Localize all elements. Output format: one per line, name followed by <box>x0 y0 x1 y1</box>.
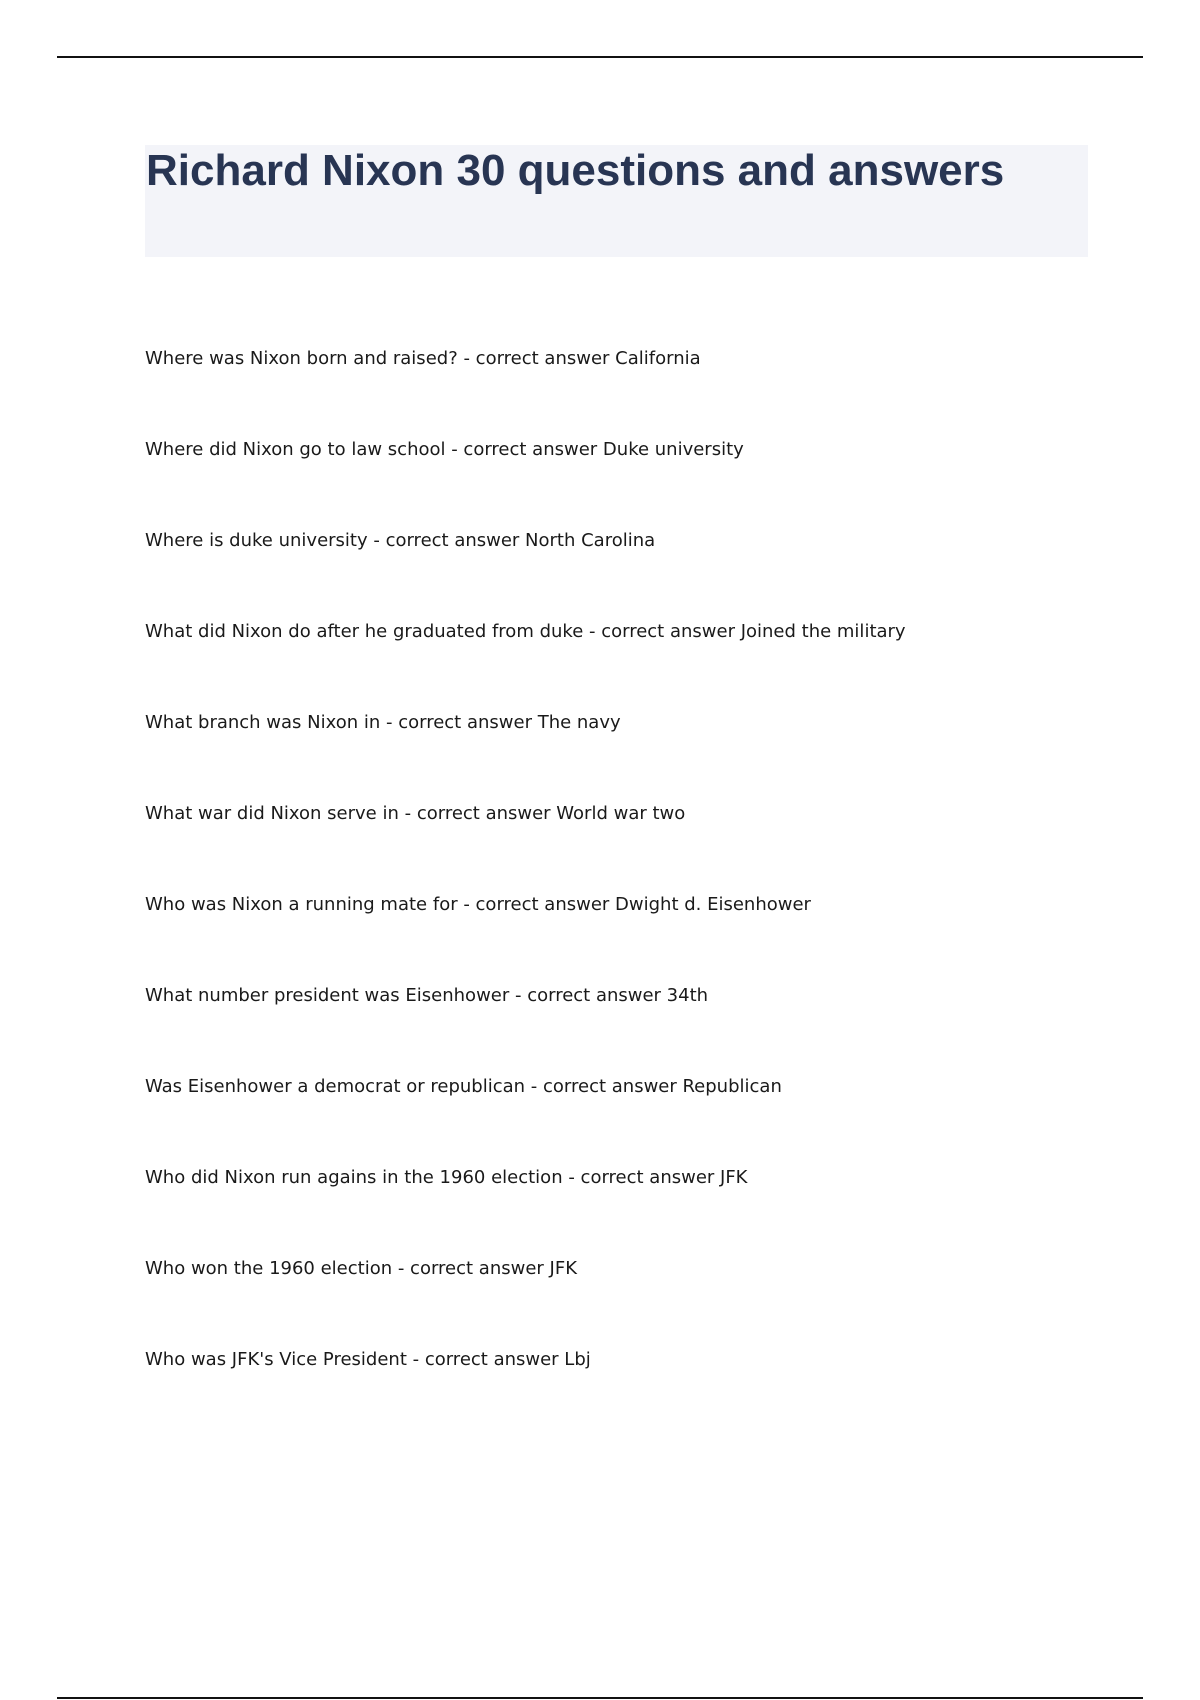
qa-item: Where is duke university - correct answer North Carolina <box>145 530 656 551</box>
qa-item: What branch was Nixon in - correct answer The navy <box>145 712 621 733</box>
qa-list <box>145 346 1085 1438</box>
qa-item: Who was JFK's Vice President - correct answer Lbj <box>145 1349 591 1370</box>
qa-item: What number president was Eisenhower - correct answer 34th <box>145 985 709 1006</box>
top-divider <box>57 56 1143 58</box>
qa-item: Who did Nixon run agains in the 1960 election - correct answer JFK <box>145 1167 748 1188</box>
qa-item: Where was Nixon born and raised? - correct answer California <box>145 348 701 369</box>
qa-item: What war did Nixon serve in - correct answer World war two <box>145 803 686 824</box>
bottom-divider <box>57 1697 1143 1699</box>
qa-item: Was Eisenhower a democrat or republican - correct answer Republican <box>145 1076 782 1097</box>
qa-item: Who won the 1960 election - correct answer JFK <box>145 1258 578 1279</box>
qa-item: Where did Nixon go to law school - correct answer Duke university <box>145 439 744 460</box>
page-title: Richard Nixon 30 questions and answers <box>146 146 1005 195</box>
qa-item: Who was Nixon a running mate for - correct answer Dwight d. Eisenhower <box>145 894 811 915</box>
qa-item: What did Nixon do after he graduated from duke - correct answer Joined the military <box>145 621 906 642</box>
